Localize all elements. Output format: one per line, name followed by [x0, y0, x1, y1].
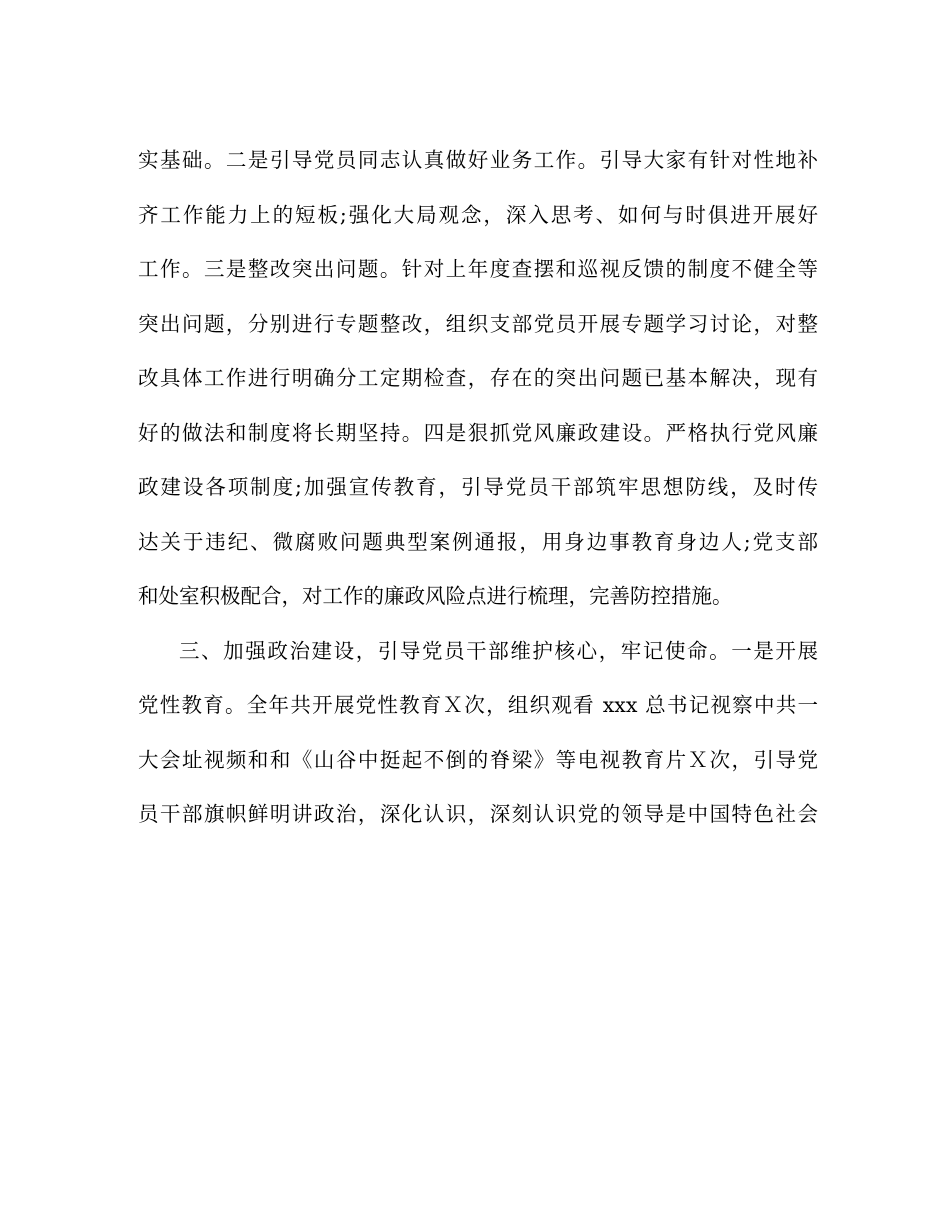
- text-line: 大会址视频和和《山谷中挺起不倒的脊梁》等电视教育片Ｘ次，引导党: [138, 747, 818, 772]
- text-line: 突出问题，分别进行专题整改，组织支部党员开展专题学习讨论，对整: [138, 311, 818, 336]
- text-line: 达关于违纪、微腐败问题典型案例通报，用身边事教育身边人;党支部: [138, 529, 818, 554]
- text-line: 政建设各项制度;加强宣传教育，引导党员干部筑牢思想防线，及时传: [138, 475, 818, 499]
- text-line: 实基础。二是引导党员同志认真做好业务工作。引导大家有针对性地补: [138, 148, 818, 172]
- text-line: 工作。三是整改突出问题。针对上年度查摆和巡视反馈的制度不健全等: [138, 257, 818, 281]
- section-heading-line: 三、加强政治建设，引导党员干部维护核心，牢记使命。一是开展: [179, 638, 818, 663]
- body-text: [138, 133, 818, 842]
- paragraph-end-line: 和处室积极配合，对工作的廉政风险点进行梳理，完善防控措施。: [138, 584, 733, 608]
- text-line: 好的做法和制度将长期坚持。四是狠抓党风廉政建设。严格执行党风廉: [138, 420, 818, 445]
- text-line: 员干部旗帜鲜明讲政治，深化认识，深刻认识党的领导是中国特色社会: [138, 802, 818, 826]
- text-line: 党性教育。全年共开展党性教育Ｘ次，组织观看 xxx 总书记视察中共一: [138, 693, 818, 717]
- text-line: 齐工作能力上的短板;强化大局观念，深入思考、如何与时俱进开展好: [138, 202, 818, 227]
- text-line: 改具体工作进行明确分工定期检查，存在的突出问题已基本解决，现有: [138, 366, 818, 390]
